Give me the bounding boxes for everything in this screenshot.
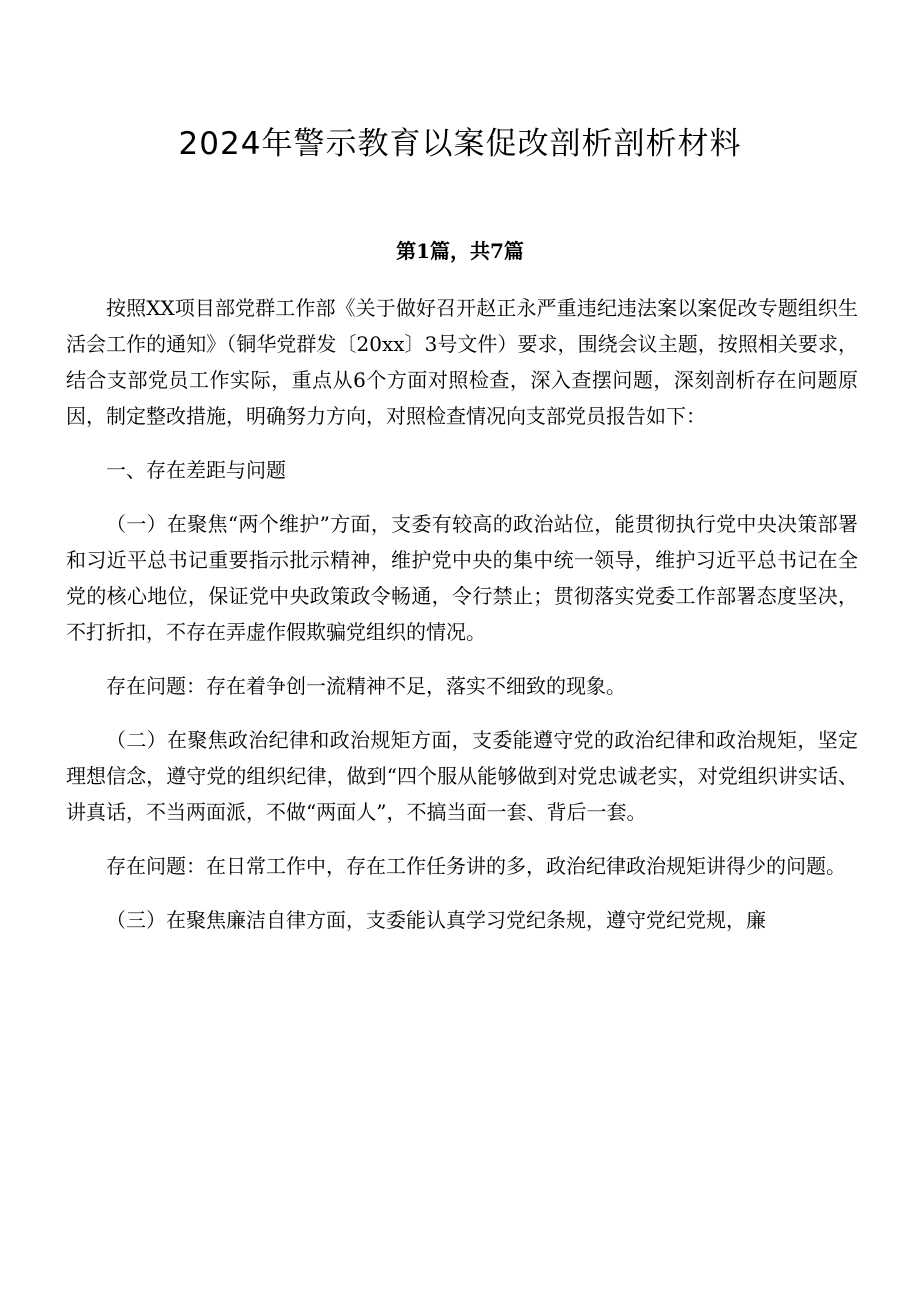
paragraph-item-3: （三）在聚焦廉洁自律方面，支委能认真学习党纪条规，遵守党纪党规，廉	[106, 908, 766, 932]
problem-paragraph-1: 存在问题：存在着争创一流精神不足，落实不细致的现象。	[106, 674, 626, 698]
intro-paragraph: 按照XX项目部党群工作部《关于做好召开赵正永严重违纪违法案以案促改专题组织生活会工作的通知》（铜华党群发〔20xx〕3号文件）要求，围绕会议主题，按照相关要求，结合支部党员工作实际，重点从6个方面对照检查，深入查摆问题，深刻剖析存在问题原因，制定整改措施，明确努力方向，对照检查情况向支部党员报告如下：	[66, 296, 858, 428]
document-subtitle: 第1篇，共7篇	[396, 239, 524, 263]
problem-paragraph-2: 存在问题：在日常工作中，存在工作任务讲的多，政治纪律政治规矩讲得少的问题。	[106, 854, 846, 878]
paragraph-item-2: （二）在聚焦政治纪律和政治规矩方面，支委能遵守党的政治纪律和政治规矩，坚定理想信念，遵守党的组织纪律，做到“四个服从能够做到对党忠诚老实，对党组织讲实话、讲真话，不当两面派，不做“两面人”，不搞当面一套、背后一套。	[66, 728, 858, 824]
document-body	[66, 290, 858, 956]
paragraph-item-1: （一）在聚焦“两个维护”方面，支委有较高的政治站位，能贯彻执行党中央决策部署和习近平总书记重要指示批示精神，维护党中央的集中统一领导，维护习近平总书记在全党的核心地位，保证党中央政策政令畅通，令行禁止；贯彻落实党委工作部署态度坚决，不打折扣，不存在弄虚作假欺骗党组织的情况。	[66, 512, 858, 644]
document-title: 2024年警示教育以案促改剖析剖析材料	[178, 126, 742, 162]
section-heading: 一、存在差距与问题	[106, 458, 286, 482]
